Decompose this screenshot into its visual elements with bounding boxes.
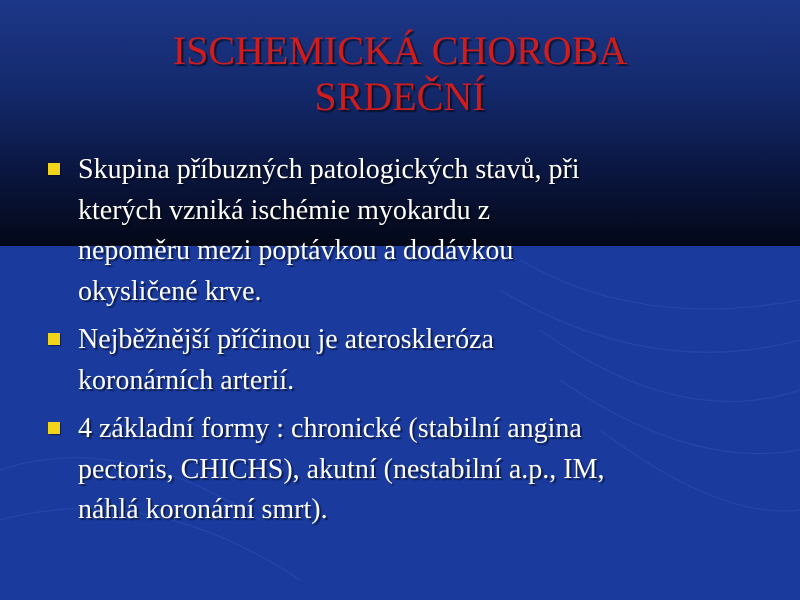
bullet-line: pectoris, CHICHS), akutní (nestabilní a.p., IM,	[78, 453, 605, 485]
bullet-list	[42, 150, 762, 539]
bullet-line: náhlá koronární smrt).	[78, 494, 328, 525]
bullet-line: 4 základní formy : chronické (stabilní angina	[78, 413, 582, 444]
slide-title	[0, 28, 800, 120]
bullet-line: okysličené krve.	[78, 275, 262, 307]
bullet-item	[42, 409, 762, 531]
bullet-line: Nejběžnější příčinou je ateroskleróza	[78, 324, 494, 355]
bullet-item	[42, 150, 762, 312]
yellow-square-bullet-icon	[48, 422, 60, 434]
yellow-square-bullet-icon	[48, 163, 60, 175]
bullet-line: Skupina příbuzných patologických stavů, při	[78, 154, 580, 185]
yellow-square-bullet-icon	[48, 333, 60, 345]
bullet-line: nepoměru mezi poptávkou a dodávkou	[78, 235, 514, 266]
bullet-line: kterých vzniká ischémie myokardu z	[78, 194, 491, 226]
slide-title-line: SRDEČNÍ	[314, 74, 486, 119]
slide-title-line: ISCHEMICKÁ CHOROBA	[172, 28, 628, 73]
bullet-line: koronárních arterií.	[78, 364, 295, 396]
bullet-item	[42, 320, 762, 401]
